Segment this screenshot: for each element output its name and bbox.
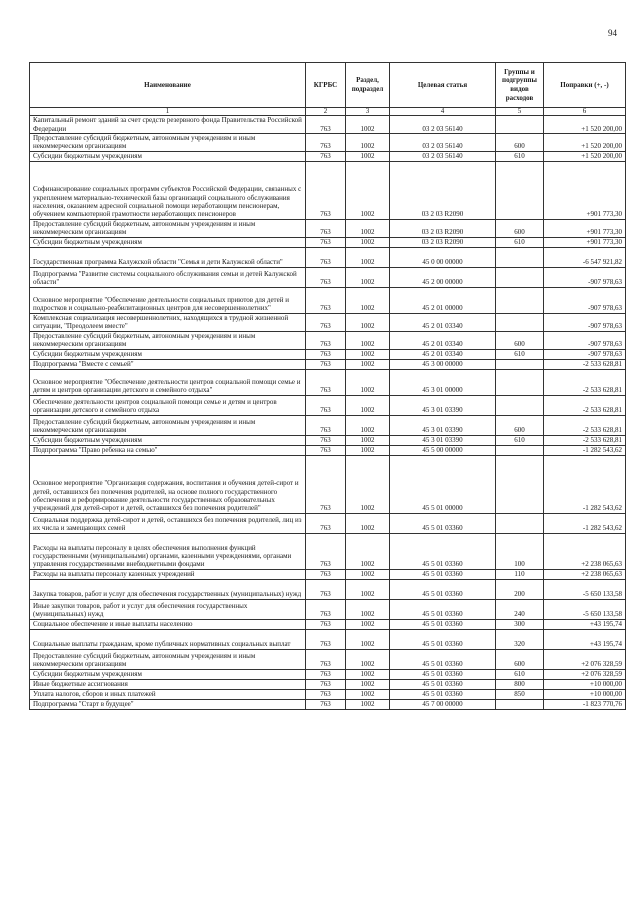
cell-name: Закупка товаров, работ и услуг для обеспечения государственных (муниципальных) нужд — [30, 579, 306, 599]
cell-name: Подпрограмма "Вместе с семьей" — [30, 359, 306, 369]
cell-gruppy — [496, 247, 544, 267]
cell-ktrs: 763 — [306, 267, 346, 287]
cell-popravki: -907 978,63 — [544, 313, 626, 331]
table-row — [30, 679, 626, 689]
cell-razdel: 1002 — [346, 629, 390, 649]
cell-razdel: 1002 — [346, 533, 390, 569]
cell-name: Социальная поддержка детей-сирот и детей, оставшихся без попечения родителей, лиц из их числа и замещающих семей — [30, 513, 306, 533]
table-row — [30, 599, 626, 619]
cell-celevaya: 45 3 01 00000 — [390, 369, 496, 395]
cell-celevaya: 45 5 00 00000 — [390, 445, 496, 455]
cell-name: Предоставление субсидий бюджетным, автономным учреждениям и иным некоммерческим организациям — [30, 134, 306, 152]
page-number: 94 — [608, 28, 617, 38]
cell-name: Уплата налогов, сборов и иных платежей — [30, 689, 306, 699]
cell-gruppy — [496, 455, 544, 513]
table-row — [30, 649, 626, 669]
cell-gruppy — [496, 513, 544, 533]
cell-gruppy — [496, 267, 544, 287]
cell-gruppy — [496, 699, 544, 709]
cell-popravki: +2 076 328,59 — [544, 649, 626, 669]
cell-ktrs: 763 — [306, 134, 346, 152]
cell-popravki: -5 650 133,58 — [544, 579, 626, 599]
cell-celevaya: 45 5 01 03360 — [390, 599, 496, 619]
table-row — [30, 237, 626, 247]
cell-celevaya: 03 2 03 56140 — [390, 116, 496, 134]
cell-name: Расходы на выплаты персоналу казенных учреждений — [30, 569, 306, 579]
cell-name: Субсидии бюджетным учреждениям — [30, 237, 306, 247]
cell-razdel: 1002 — [346, 313, 390, 331]
cell-popravki: +901 773,30 — [544, 219, 626, 237]
cell-ktrs: 763 — [306, 219, 346, 237]
cell-gruppy: 610 — [496, 237, 544, 247]
table-row — [30, 513, 626, 533]
cell-gruppy — [496, 359, 544, 369]
cell-name: Субсидии бюджетным учреждениям — [30, 435, 306, 445]
table-row — [30, 134, 626, 152]
cell-popravki: +2 238 065,63 — [544, 569, 626, 579]
cell-popravki: -2 533 628,81 — [544, 435, 626, 445]
cell-popravki: -1 282 543,62 — [544, 455, 626, 513]
cell-gruppy — [496, 369, 544, 395]
cell-popravki: -907 978,63 — [544, 331, 626, 349]
cell-ktrs: 763 — [306, 359, 346, 369]
cell-name: Расходы на выплаты персоналу в целях обеспечения выполнения функций государственными (муниципальными) органами, казенными учреждениями, органами управления государственными внебюджетными фондами — [30, 533, 306, 569]
cell-celevaya: 45 3 01 03390 — [390, 415, 496, 435]
table-row — [30, 161, 626, 219]
table-row — [30, 116, 626, 134]
cell-gruppy: 300 — [496, 619, 544, 629]
cell-ktrs: 763 — [306, 313, 346, 331]
cell-razdel: 1002 — [346, 331, 390, 349]
table-row — [30, 151, 626, 161]
cell-razdel: 1002 — [346, 699, 390, 709]
cell-popravki: -907 978,63 — [544, 349, 626, 359]
cell-name: Социальное обеспечение и иные выплаты населению — [30, 619, 306, 629]
header-gruppy: Группы и подгруппы видов расходов — [496, 63, 544, 108]
table-row — [30, 579, 626, 599]
cell-popravki: +1 520 200,00 — [544, 134, 626, 152]
cell-celevaya: 03 2 03 56140 — [390, 151, 496, 161]
cell-celevaya: 45 2 01 03340 — [390, 313, 496, 331]
table-row — [30, 455, 626, 513]
cell-razdel: 1002 — [346, 435, 390, 445]
cell-ktrs: 763 — [306, 569, 346, 579]
table-row — [30, 369, 626, 395]
cell-celevaya: 03 2 03 56140 — [390, 134, 496, 152]
cell-ktrs: 763 — [306, 369, 346, 395]
cell-razdel: 1002 — [346, 395, 390, 415]
cell-gruppy: 100 — [496, 533, 544, 569]
cell-popravki: +43 195,74 — [544, 619, 626, 629]
table-row — [30, 689, 626, 699]
table-row — [30, 669, 626, 679]
cell-name: Иные закупки товаров, работ и услуг для обеспечения государственных (муниципальных) нужд — [30, 599, 306, 619]
cell-celevaya: 45 3 01 03390 — [390, 395, 496, 415]
table-row — [30, 415, 626, 435]
table-row — [30, 359, 626, 369]
cell-popravki: +43 195,74 — [544, 629, 626, 649]
column-number: 5 — [496, 108, 544, 116]
cell-popravki: +901 773,30 — [544, 237, 626, 247]
cell-gruppy: 600 — [496, 134, 544, 152]
cell-razdel: 1002 — [346, 649, 390, 669]
cell-ktrs: 763 — [306, 116, 346, 134]
cell-ktrs: 763 — [306, 445, 346, 455]
table-row — [30, 395, 626, 415]
table-body — [30, 116, 626, 710]
cell-celevaya: 45 5 01 03360 — [390, 649, 496, 669]
cell-popravki: -2 533 628,81 — [544, 369, 626, 395]
cell-name: Основное мероприятие "Организация содержания, воспитания и обучения детей-сирот и детей, оставшихся без попечения родителей, на основе полного государственного обеспечения и реформирование деятельности государственных образовательных учреждений для детей-сирот и детей, оставшихся без попечения родителей" — [30, 455, 306, 513]
cell-ktrs: 763 — [306, 161, 346, 219]
table-row — [30, 629, 626, 649]
cell-razdel: 1002 — [346, 599, 390, 619]
cell-celevaya: 45 2 01 00000 — [390, 287, 496, 313]
cell-razdel: 1002 — [346, 679, 390, 689]
cell-celevaya: 03 2 03 R2090 — [390, 237, 496, 247]
table-row — [30, 331, 626, 349]
header-popravki: Поправки (+, -) — [544, 63, 626, 108]
cell-popravki: +10 000,00 — [544, 679, 626, 689]
cell-razdel: 1002 — [346, 219, 390, 237]
cell-ktrs: 763 — [306, 649, 346, 669]
cell-ktrs: 763 — [306, 247, 346, 267]
cell-name: Основное мероприятие "Обеспечение деятельности центров социальной помощи семье и детям и центров организации детского и семейного отдыха" — [30, 369, 306, 395]
cell-celevaya: 45 2 01 03340 — [390, 331, 496, 349]
cell-ktrs: 763 — [306, 533, 346, 569]
cell-name: Иные бюджетные ассигнования — [30, 679, 306, 689]
table-row — [30, 569, 626, 579]
table-row — [30, 267, 626, 287]
cell-name: Субсидии бюджетным учреждениям — [30, 349, 306, 359]
cell-celevaya: 45 5 01 03360 — [390, 679, 496, 689]
cell-razdel: 1002 — [346, 513, 390, 533]
column-number: 2 — [306, 108, 346, 116]
cell-popravki: -2 533 628,81 — [544, 415, 626, 435]
cell-celevaya: 45 5 01 03360 — [390, 569, 496, 579]
cell-popravki: -1 282 543,62 — [544, 445, 626, 455]
cell-name: Социальные выплаты гражданам, кроме публичных нормативных социальных выплат — [30, 629, 306, 649]
column-number: 6 — [544, 108, 626, 116]
table-header-row — [30, 63, 626, 108]
cell-ktrs: 763 — [306, 415, 346, 435]
header-razdel: Раздел, подраздел — [346, 63, 390, 108]
cell-gruppy: 610 — [496, 151, 544, 161]
cell-razdel: 1002 — [346, 247, 390, 267]
table-row — [30, 445, 626, 455]
cell-name: Субсидии бюджетным учреждениям — [30, 151, 306, 161]
cell-razdel: 1002 — [346, 237, 390, 247]
cell-name: Субсидии бюджетным учреждениям — [30, 669, 306, 679]
cell-name: Основное мероприятие "Обеспечение деятельности социальных приютов для детей и подростков и социально-реабилитационных центров для несовершеннолетних" — [30, 287, 306, 313]
cell-ktrs: 763 — [306, 151, 346, 161]
cell-gruppy — [496, 395, 544, 415]
cell-gruppy — [496, 313, 544, 331]
cell-gruppy: 110 — [496, 569, 544, 579]
cell-gruppy: 240 — [496, 599, 544, 619]
table-row — [30, 619, 626, 629]
cell-celevaya: 45 5 01 03360 — [390, 669, 496, 679]
cell-celevaya: 45 3 00 00000 — [390, 359, 496, 369]
cell-popravki: +1 520 200,00 — [544, 151, 626, 161]
cell-gruppy: 200 — [496, 579, 544, 599]
table-row — [30, 313, 626, 331]
table-row — [30, 287, 626, 313]
cell-ktrs: 763 — [306, 699, 346, 709]
column-number: 4 — [390, 108, 496, 116]
cell-celevaya: 45 7 00 00000 — [390, 699, 496, 709]
cell-ktrs: 763 — [306, 349, 346, 359]
header-ktrs: КГРБС — [306, 63, 346, 108]
cell-popravki: -6 547 921,82 — [544, 247, 626, 267]
table-row — [30, 247, 626, 267]
table-row — [30, 349, 626, 359]
cell-popravki: +901 773,30 — [544, 161, 626, 219]
cell-ktrs: 763 — [306, 679, 346, 689]
cell-celevaya: 45 5 01 03360 — [390, 513, 496, 533]
cell-gruppy — [496, 116, 544, 134]
cell-gruppy: 600 — [496, 331, 544, 349]
cell-popravki: -2 533 628,81 — [544, 395, 626, 415]
cell-celevaya: 45 5 01 00000 — [390, 455, 496, 513]
cell-gruppy: 850 — [496, 689, 544, 699]
cell-ktrs: 763 — [306, 331, 346, 349]
cell-name: Предоставление субсидий бюджетным, автономным учреждениям и иным некоммерческим организациям — [30, 331, 306, 349]
cell-razdel: 1002 — [346, 689, 390, 699]
cell-name: Предоставление субсидий бюджетным, автономным учреждениям и иным некоммерческим организациям — [30, 415, 306, 435]
cell-popravki: -1 282 543,62 — [544, 513, 626, 533]
cell-gruppy — [496, 445, 544, 455]
cell-ktrs: 763 — [306, 689, 346, 699]
table-row — [30, 219, 626, 237]
cell-celevaya: 03 2 03 R2090 — [390, 161, 496, 219]
cell-name: Капитальный ремонт зданий за счет средств резервного фонда Правительства Российской Федерации — [30, 116, 306, 134]
cell-ktrs: 763 — [306, 287, 346, 313]
table-row — [30, 533, 626, 569]
cell-razdel: 1002 — [346, 151, 390, 161]
cell-razdel: 1002 — [346, 287, 390, 313]
cell-celevaya: 45 2 01 03340 — [390, 349, 496, 359]
cell-name: Подпрограмма "Развитие системы социального обслуживания семьи и детей Калужской области" — [30, 267, 306, 287]
budget-table — [29, 62, 626, 710]
cell-razdel: 1002 — [346, 267, 390, 287]
cell-name: Государственная программа Калужской области "Семья и дети Калужской области" — [30, 247, 306, 267]
cell-razdel: 1002 — [346, 349, 390, 359]
cell-popravki: -5 650 133,58 — [544, 599, 626, 619]
cell-razdel: 1002 — [346, 359, 390, 369]
cell-celevaya: 45 5 01 03360 — [390, 689, 496, 699]
cell-name: Предоставление субсидий бюджетным, автономным учреждениям и иным некоммерческим организациям — [30, 649, 306, 669]
table-row — [30, 435, 626, 445]
cell-ktrs: 763 — [306, 435, 346, 445]
cell-gruppy: 610 — [496, 435, 544, 445]
header-celevaya: Целевая статья — [390, 63, 496, 108]
cell-name: Предоставление субсидий бюджетным, автономным учреждениям и иным некоммерческим организациям — [30, 219, 306, 237]
cell-razdel: 1002 — [346, 445, 390, 455]
cell-name: Подпрограмма "Право ребенка на семью" — [30, 445, 306, 455]
cell-ktrs: 763 — [306, 455, 346, 513]
cell-razdel: 1002 — [346, 369, 390, 395]
cell-popravki: -907 978,63 — [544, 287, 626, 313]
cell-gruppy: 610 — [496, 669, 544, 679]
cell-razdel: 1002 — [346, 579, 390, 599]
cell-popravki: +2 238 065,63 — [544, 533, 626, 569]
cell-ktrs: 763 — [306, 619, 346, 629]
column-number: 1 — [30, 108, 306, 116]
cell-ktrs: 763 — [306, 237, 346, 247]
cell-ktrs: 763 — [306, 513, 346, 533]
cell-ktrs: 763 — [306, 579, 346, 599]
cell-ktrs: 763 — [306, 599, 346, 619]
cell-popravki: +10 000,00 — [544, 689, 626, 699]
cell-gruppy: 600 — [496, 415, 544, 435]
cell-ktrs: 763 — [306, 629, 346, 649]
cell-razdel: 1002 — [346, 134, 390, 152]
table-row — [30, 699, 626, 709]
cell-name: Комплексная социализация несовершеннолетних, находящихся в трудной жизненной ситуации, "Преодолеем вместе" — [30, 313, 306, 331]
cell-gruppy: 610 — [496, 349, 544, 359]
cell-popravki: +2 076 328,59 — [544, 669, 626, 679]
column-number-row — [30, 108, 626, 116]
cell-razdel: 1002 — [346, 619, 390, 629]
cell-razdel: 1002 — [346, 415, 390, 435]
cell-popravki: -907 978,63 — [544, 267, 626, 287]
cell-celevaya: 45 5 01 03360 — [390, 533, 496, 569]
cell-celevaya: 45 2 00 00000 — [390, 267, 496, 287]
cell-popravki: -1 823 770,76 — [544, 699, 626, 709]
cell-gruppy: 800 — [496, 679, 544, 689]
cell-celevaya: 45 5 01 03360 — [390, 619, 496, 629]
cell-gruppy: 320 — [496, 629, 544, 649]
cell-ktrs: 763 — [306, 669, 346, 679]
cell-celevaya: 45 0 00 00000 — [390, 247, 496, 267]
cell-celevaya: 45 3 01 03390 — [390, 435, 496, 445]
cell-ktrs: 763 — [306, 395, 346, 415]
cell-razdel: 1002 — [346, 669, 390, 679]
cell-celevaya: 45 5 01 03360 — [390, 629, 496, 649]
cell-razdel: 1002 — [346, 569, 390, 579]
cell-gruppy — [496, 161, 544, 219]
cell-razdel: 1002 — [346, 161, 390, 219]
cell-name: Обеспечение деятельности центров социальной помощи семье и детям и центров организации детского и семейного отдыха — [30, 395, 306, 415]
cell-gruppy: 600 — [496, 219, 544, 237]
cell-celevaya: 03 2 03 R2090 — [390, 219, 496, 237]
cell-name: Подпрограмма "Старт в будущее" — [30, 699, 306, 709]
cell-celevaya: 45 5 01 03360 — [390, 579, 496, 599]
cell-popravki: -2 533 628,81 — [544, 359, 626, 369]
column-number: 3 — [346, 108, 390, 116]
cell-razdel: 1002 — [346, 455, 390, 513]
cell-razdel: 1002 — [346, 116, 390, 134]
cell-gruppy — [496, 287, 544, 313]
cell-popravki: +1 520 200,00 — [544, 116, 626, 134]
cell-gruppy: 600 — [496, 649, 544, 669]
cell-name: Софинансирование социальных программ субъектов Российской Федерации, связанных с укреплением материально-технической базы организаций социального обслуживания населения, оказанием адресной социальной помощи неработающим пенсионерам, обучением компьютерной грамотности неработающих пенсионеров — [30, 161, 306, 219]
header-name: Наименование — [30, 63, 306, 108]
